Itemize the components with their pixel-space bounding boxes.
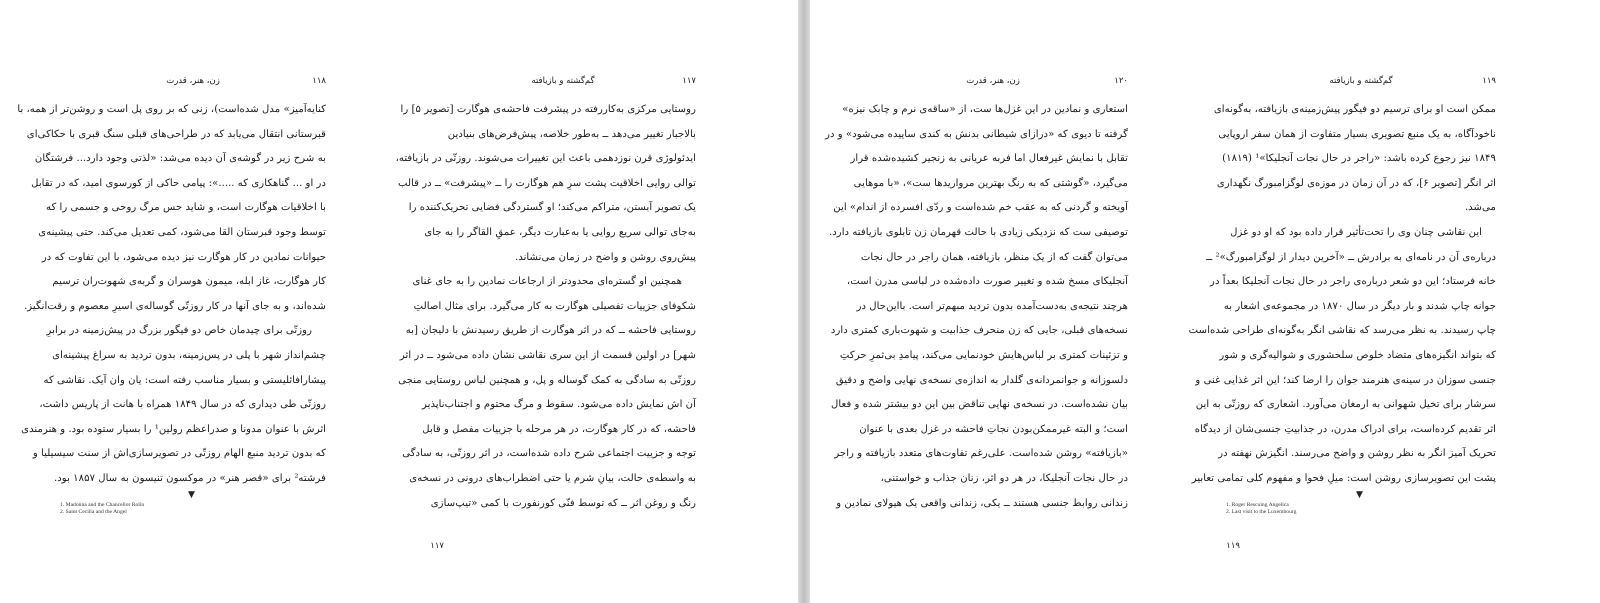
text-line: است؛ و البته غیرممکن‌بودن نجاتِ فاحشه در غزل بعدی با عنوان bbox=[859, 423, 1128, 435]
text-line: به‌جای توالی سریع روایی یا به‌عبارت دیگر، عمقِ القاگر را به جای bbox=[424, 226, 696, 238]
text-line: این نقاشی چنان وی را تحت‌تأثیر قرار داده بود که او دو غزل bbox=[1230, 226, 1482, 238]
page-body bbox=[1188, 98, 1496, 492]
text-line: آنجلیکای مسخ شده و تغییر صورت داده‌شده در لباسی مدرن است، bbox=[846, 276, 1128, 288]
page-body bbox=[17, 98, 326, 492]
header-page-number: ۱۱۸ bbox=[312, 76, 326, 86]
text-line: بالاجبار تغییر می‌دهد ــ به‌طور خلاصه، پیش‌فرض‌های بنیادین bbox=[447, 128, 696, 140]
text-line: چاپ رسیدند. به نظر می‌رسد که نقاشی انگر به‌گونه‌ای طراحی شده‌است bbox=[1188, 325, 1496, 337]
text-line: همچنین او گستره‌ای محدودتر از ارجاعات نمادین را به جای غنای bbox=[412, 276, 682, 288]
text-line: می‌شد. bbox=[1464, 202, 1496, 214]
text-line: پیشارافائلیستی و بسیار مناسب رفته است: یان وان آیک. نقاشی که bbox=[43, 374, 326, 386]
page-body bbox=[825, 98, 1128, 516]
footer-page-number: ۱۱۷ bbox=[430, 541, 444, 551]
footnote: 2. Last visit to the Luxembourg bbox=[1226, 509, 1297, 515]
text-line: که بدون تردید منبع الهام روزتّی در تصویرسازی‌اش از سنت سیسیلیا و bbox=[32, 448, 326, 460]
text-line: اثر انگر [تصویر ۶]، که در آن زمان در موزه‌ی لوگزامبورگ نگهداری bbox=[1216, 177, 1496, 189]
text-line: و تزئینات کمتری بر لباس‌هایش خودنمایی می‌کند، پیامدِ بی‌ثمرِ حرکتِ bbox=[839, 349, 1128, 361]
page-118 bbox=[17, 0, 326, 603]
page-header bbox=[60, 76, 326, 90]
page-117 bbox=[395, 0, 696, 603]
text-line: جنسی سوزان در سینه‌ی هنرمند جوان را ارضا کند؛ این اثر غذایی غنی و bbox=[1195, 374, 1496, 386]
right-spread bbox=[810, 0, 1600, 603]
text-line: روزتّی به سادگی به کمک گوساله و پل، و همچنین لباس روستایی منجی bbox=[398, 374, 696, 386]
text-line: روزتّی طی دیداری که در سال ۱۸۴۹ همراه با هانت از پاریس داشت، bbox=[39, 399, 326, 411]
text-line: حیوانات نمادین در کار هوگارت نیز دیده می‌شود، با این تفاوت که در bbox=[41, 251, 326, 263]
text-line: زندانی روابط جنسی هستند ــ یکی، زندانی واقعی یک هیولای نمادین و bbox=[836, 497, 1128, 509]
text-line: روستایی فاحشه ــ که در اثر هوگارت از طریق رسیدنش با دلیجان [به bbox=[405, 325, 696, 337]
text-line: ناخودآگاه، به یک منبع تصویری بسیار متفاوت از همان سفر اروپایی bbox=[1218, 128, 1496, 140]
text-line: که بتواند انگیزه‌های متضاد خلوص سلحشوری و شوالیه‌گری و شور bbox=[1219, 349, 1496, 361]
text-line: پیش‌روی روشن و واضح در زمان می‌نشاند. bbox=[515, 251, 696, 263]
text-line: توصیفی ست که نزدیکی زیادی با حالت قهرمان زن تابلوی بازیافته دارد. bbox=[829, 226, 1128, 238]
text-line: هرچند نتیجه‌ی به‌دست‌آمده بدون تردید مبهم‌تر است. بااین‌حال در bbox=[856, 300, 1128, 312]
text-line: می‌توان گفت که از یک منظر، بازیافته، همان راجر در حال نجات bbox=[860, 251, 1128, 263]
text-line: در او ... گناهکاری که .....»: پیامی حاکی از کورسوی امید، که در تقابل bbox=[31, 177, 326, 189]
header-page-number: ۱۱۷ bbox=[682, 76, 696, 86]
page-header bbox=[858, 76, 1128, 90]
text-line: توسط وجود قبرستان القا می‌شود، کمی تعدیل می‌کند. حتی پیشینه‌ی bbox=[38, 226, 326, 238]
text-line: جوانه چاپ شدند و بار دیگر در سال ۱۸۷۰ در مجموعه‌ی اشعار به bbox=[1223, 300, 1496, 312]
text-line: استعاری و نمادین در این غزل‌ها ست، از «ساقه‌ی نرم و چابک نیزه» bbox=[842, 104, 1128, 115]
text-line: درباره‌ی آن در نامه‌ای به برادرش ــ «آخرین دیدار از لوگزامبورگ»² ــ bbox=[1206, 251, 1496, 263]
text-line: روستایی مرکزی به‌کاررفته در پیشرفت فاحشه‌ی هوگارت [تصویر ۵] را bbox=[400, 104, 696, 115]
footnotes bbox=[1226, 502, 1296, 516]
text-line: ایدئولوژی قرن نوزدهمی باعث این تغییرات می‌شوند. روزتّی در بازیافته، bbox=[395, 153, 696, 165]
text-line: ۱۸۴۹ نیز رجوع کرده باشد: «راجر در حال نجات آنجلیکا»¹ (۱۸۱۹) bbox=[1222, 153, 1496, 165]
text-line: قبرستانی انتقال می‌یابد که در طراحی‌های قبلی سنگ قبری با حکاکی‌ای bbox=[26, 128, 326, 140]
running-title: گم‌گشته و بازیافته bbox=[1329, 76, 1393, 86]
text-line: شهر] در اولین قسمت از این سری نقاشی نشان داده می‌شود ــ در اثر bbox=[399, 349, 696, 361]
continuation-marker: ▼ bbox=[1356, 490, 1363, 500]
book-gutter bbox=[798, 0, 810, 603]
page-header bbox=[1226, 76, 1496, 90]
running-title: زن، هنر، قدرت bbox=[166, 76, 220, 86]
text-line: به شرح زیر در گوشه‌ی آن دیده می‌شد: «لذتی وجود دارد... فرشتگان bbox=[34, 153, 326, 165]
text-line: چشم‌انداز شهر با پلی در پس‌زمینه، بدون تردید به سراغ پیشینه‌ای bbox=[52, 349, 326, 361]
text-line: فرشته² برای «قصر هنر» در موکسون تنیسون به سال ۱۸۵۷ بود. bbox=[54, 472, 326, 484]
text-line: می‌گیرد، «گوشتی که به رنگ بهترین مرواریدها ست»، «با موهایی bbox=[853, 177, 1128, 189]
running-title: گم‌گشته و بازیافته bbox=[531, 76, 595, 86]
text-line: با اخلاقیات هوگارت است، و شاید حس مرگ روحی و جسمی را که bbox=[45, 202, 326, 214]
footnote: 2. Saint Cecilia and the Angel bbox=[60, 509, 127, 515]
text-line: رنگ و روغن اثر ــ که توسط فنّی کورنفورت با کمی «تیپ‌سازی bbox=[430, 497, 696, 509]
text-line: شکوفای جزییات تفصیلی هوگارت به کار می‌گیرد. برای مثال اصالتِ bbox=[413, 300, 696, 312]
left-spread bbox=[0, 0, 798, 603]
text-line: آویخته و گردنی که به عقب خم شده‌است و ردّی افسرده از اندام» این bbox=[833, 202, 1128, 214]
text-line: روزتّی برای چیدمان خاص دو فیگور بزرگ در پیش‌زمینه در برابرِ bbox=[46, 325, 312, 337]
text-line: نسخه‌های قبلی، جایی که زن منحرف جذابیت و شهوت‌باری کمتری دارد bbox=[830, 325, 1128, 337]
text-line: تقابل با نمایش غیرفعال اما فربه عریانی به زنجیر کشیده‌شده قرار bbox=[850, 153, 1128, 165]
text-line: دلسوزانه و جوانمردانه‌ی گلدار به اندازه‌ی نسخه‌ی نهایی واضح و دقیق bbox=[835, 374, 1128, 386]
text-line: فاحشه، که در کار هوگارت، در هر مرحله با جزییات مفصل و قابل bbox=[422, 423, 696, 435]
page-header bbox=[430, 76, 696, 90]
footnote: 1. Madonna and the Chancellor Rolin bbox=[60, 502, 145, 508]
footnote: 1. Roger Rescuing Angelica bbox=[1226, 502, 1289, 508]
header-page-number: ۱۲۰ bbox=[1114, 76, 1128, 86]
text-line: تحریک آمیز انگر به نظر روشن و واضح می‌رسند. انگیزش نهفته در bbox=[1218, 448, 1496, 460]
text-line: اثر تقدیم کرده‌است، برای ادراک مدرن، در جذابیتِ جنسی‌شان از دیدگاه bbox=[1194, 423, 1496, 435]
text-line: در حال نجات آنجلیکا، در هر دو اثر، زنان جذاب و خواستنی، bbox=[880, 472, 1128, 484]
continuation-marker: ▼ bbox=[188, 490, 195, 500]
text-line: توجه و جزییت اجتماعی شرح داده شده‌است، در اثر روزتّی، به سادگی bbox=[402, 448, 696, 460]
running-title: زن، هنر، قدرت bbox=[966, 76, 1020, 86]
text-line: به واسطه‌ی حالت، بیانِ شرم یا حتی اضطراب‌های درونی در نسخه‌ی bbox=[409, 472, 696, 484]
page-119 bbox=[1188, 0, 1496, 603]
text-line: «بازیافته» روشن شده‌است. علی‌رغم تفاوت‌های متعدد بازیافته و راجر bbox=[834, 448, 1128, 460]
footnotes bbox=[60, 502, 144, 516]
text-line: خانه فرستاد؛ این دو شعر درباره‌ی راجر در حال نجات آنجلیکا بعداً در bbox=[1210, 276, 1496, 288]
header-page-number: ۱۱۹ bbox=[1482, 76, 1496, 86]
text-line: سرشار برای تخیل شهوانی به ارمغان می‌آورد. اشعاری که روزتّی به این bbox=[1195, 399, 1496, 411]
page-body bbox=[395, 98, 696, 516]
text-line: ممکن است او برای ترسیم دو فیگور پیش‌زمینه‌ی بازیافته، به‌گونه‌ای bbox=[1213, 104, 1496, 115]
text-line: گرفته تا دیوی که «درازای شیطانی بدنش به کندی ساییده می‌شود» و در bbox=[825, 128, 1128, 140]
text-line: اثرش با عنوان مدونا و صدراعظم رولین¹ را بسیار ستوده بود. و هنرمندی bbox=[21, 423, 326, 435]
text-line: کار هوگارت، غاز ابله، میمون هوسران و گربه‌ی شهوت‌ران ترسیم bbox=[52, 276, 326, 288]
footer-page-number: ۱۱۹ bbox=[1226, 541, 1240, 551]
text-line: بیان نشده‌است. در نسخه‌ی نهایی تناقض بین این دو بیشتر شده و فعال bbox=[831, 399, 1128, 411]
text-line: کنایه‌آمیز» مدل شده‌است)، زنی که بر روی پل است و روشن‌تر از همه، با bbox=[17, 104, 326, 115]
text-line: توالی روایی اخلاقیت پشت سرِ هم هوگارت را ــ «پیشرفت» ــ در قالب bbox=[397, 177, 696, 189]
text-line: یک تصویر آبستن، متراکم می‌کند؛ او گستردگی فضایی تحریک‌کننده را bbox=[408, 202, 696, 214]
text-line: پشت این تصویرسازی روشن است: میلِ فحوا و مفهوم کلی تمامی تعابیر bbox=[1191, 472, 1496, 484]
page-120 bbox=[825, 0, 1128, 603]
text-line: آن‌ اش نمایش داده می‌شود. سقوط و مرگ محتوم و اجتناب‌ناپذیر bbox=[421, 399, 696, 411]
text-line: شده‌اند، و به جای آنها در کار روزتّی گوساله‌ی اسیرِ معصوم و رقت‌انگیز. bbox=[24, 300, 326, 312]
